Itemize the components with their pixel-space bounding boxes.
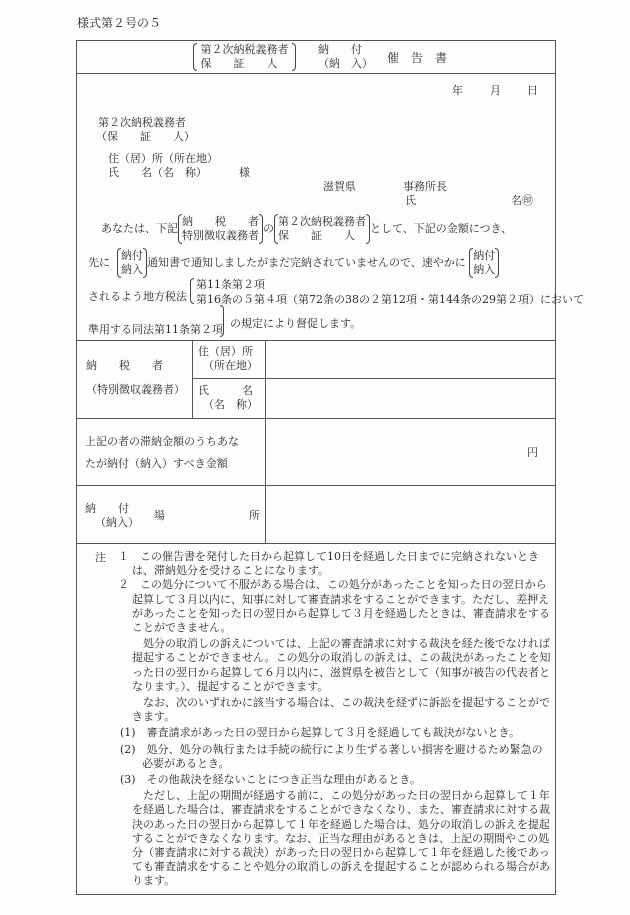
address-value-field[interactable] (268, 341, 555, 377)
taxpayer-sublabel: （特別徴収義務者） (86, 383, 185, 396)
body-l1-option-taxpayer: 納 税 者 (182, 215, 259, 228)
amount-label-2: たが納付（納入）すべき金額 (85, 457, 228, 470)
place-value-field[interactable] (268, 486, 555, 542)
date-month: 月 (490, 84, 501, 97)
addressee-name-label: 氏 名（名 称） (108, 166, 207, 179)
address-label: 住（居）所 (198, 345, 253, 358)
body-l1-option-guarantor: 保 証 人 (278, 229, 355, 242)
body-line-2 (88, 248, 499, 278)
header-bracket-group (193, 43, 296, 71)
notes-label: 注 (95, 551, 106, 564)
body-l2-option-remit-2: 納入 (473, 263, 496, 276)
header-pay-top: 納 付 (318, 43, 362, 56)
header-role-bottom: 保 証 人 (200, 57, 278, 70)
addressee-role-sub: （保 証 人） (96, 130, 195, 143)
addressee-honorific: 様 (239, 166, 250, 179)
body-l2-option-pay-2: 納付 (473, 249, 496, 262)
note-item-1: １ この催告書を発付した日から起算して10日を経過した日までに完納されないときは、滞納処分を受けることになります。 (118, 550, 539, 578)
body-l3-post: の規定により督促します。 (230, 317, 362, 330)
issuer-prefecture: 滋賀県 (323, 180, 356, 193)
date-year: 年 (452, 84, 463, 97)
body-l1-post: として、下記の金額につき、 (370, 222, 513, 235)
body-l2-option-pay: 納付 (121, 249, 143, 262)
table-col-divider-1 (192, 340, 193, 418)
left-bracket (193, 43, 197, 71)
body-l1-option-collector: 特別徴収義務者 (182, 229, 259, 242)
body-l3-pre: されるよう地方税法 (88, 290, 187, 303)
body-l2-mid: 通知書で通知しましたがまだ完納されていませんので、速やかに (147, 256, 466, 269)
notes-section (92, 550, 552, 889)
body-l3-option-1: 第11条第２項 (196, 278, 265, 291)
place-label-sho: 所 (249, 509, 260, 522)
place-label-remit: （納入） (95, 516, 139, 529)
body-l3-option-2: 第16条の５第４項（第72条の38の２第12項・第144条の29第２項）において (196, 293, 584, 306)
note-para-lawsuit: 処分の取消しの訴えについては、上記の審査請求に対する裁決を経た後でなければ提起することができません。この処分の取消しの訴えは、この裁決があったことを知った日の翌日から起算して６月以内に、滋賀県を被告として（知事が被告の代表者となります。）、提起することができます。 (132, 637, 551, 693)
amount-label-1: 上記の者の滞納金額のうちあな (85, 435, 239, 448)
header-pay-bottom: （納 入） (318, 57, 373, 70)
amount-unit: 円 (527, 446, 538, 459)
body-l1-pre: あなたは、下記 (101, 222, 178, 235)
law-bracket (190, 278, 194, 304)
address-label-sub: （所在地） (203, 359, 258, 372)
note-sub-item-2: (2) 処分、処分の執行または手続の続行により生ずる著しい損害を避けるため緊急の必要があるとき。 (120, 742, 543, 770)
right-bracket (292, 43, 296, 71)
addressee-address-label: 住（居）所（所在地） (108, 152, 218, 165)
body-l2-pre: 先に (88, 256, 110, 269)
header-role-top: 第２次納税義務者 (200, 43, 289, 56)
date-day: 日 (527, 84, 538, 97)
issuer-seal: 名㊞ (511, 194, 533, 207)
name-label-sub: （名 称） (203, 398, 258, 411)
form-number: 様式第２号の５ (77, 16, 162, 30)
addressee-role: 第２次納税義務者 (98, 116, 186, 129)
place-label-ba: 場 (154, 509, 165, 522)
header-divider (76, 73, 556, 74)
right-bracket (495, 248, 499, 278)
note-item-2: ２ この処分について不服がある場合は、この処分があったことを知った日の翌日から起算して３月以内に、知事に対して審査請求をすることができます。ただし、差押えがあったことを知った日の翌日から起算して３月を経過したときは、審査請求をすることができません。 (118, 578, 550, 635)
note-para-exceptions: なお、次のいずれかに該当する場合は、この裁決を経ずに訴訟を提起することができます。 (132, 696, 550, 724)
table-col-divider-2 (265, 340, 266, 543)
amount-value-field[interactable] (268, 419, 555, 484)
body-l2-option-remit: 納入 (121, 263, 143, 276)
issuer-office: 事務所長 (403, 180, 447, 193)
place-label-pay: 納 付 (85, 502, 129, 515)
body-l1-option-secondary: 第２次納税義務者 (278, 215, 366, 228)
body-l3-option-3: 準用する同法第11条第２項 (88, 323, 223, 336)
taxpayer-label: 納 税 者 (86, 359, 163, 372)
header-pay-group (318, 43, 373, 71)
issuer-name-prefix: 氏 (405, 194, 416, 207)
body-l1-mid: の (263, 222, 274, 235)
table-line-notes (76, 543, 556, 544)
note-sub-item-3: (3) その他裁決を経ないことにつき正当な理由があるとき。 (120, 773, 421, 787)
note-sub-item-1: (1) 審査請求があった日の翌日から起算して３月を経過しても裁決がないとき。 (120, 726, 521, 740)
note-para-proviso: ただし、上記の期間が経過する前に、この処分があった日の翌日から起算して１年を経過した場合は、審査請求をすることができなくなり、また、審査請求に対する裁決のあった日の翌日から起算して１年を経過した場合は、処分の取消しの訴えを提起することができなくなります。なお、正当な理由があるときは、上記の期間やこの処分（審査請求に対する裁決）があった日の翌日から起算して１年を経過した後であっても審査請求をすることや処分の取消しの訴えを提起することが認められる場合があります。 (132, 789, 550, 888)
body-line-1 (101, 214, 512, 244)
document-title: 催 告 書 (387, 51, 448, 65)
name-value-field[interactable] (268, 379, 555, 417)
law-bracket-close (220, 305, 224, 337)
name-label: 氏 名 (198, 384, 253, 397)
